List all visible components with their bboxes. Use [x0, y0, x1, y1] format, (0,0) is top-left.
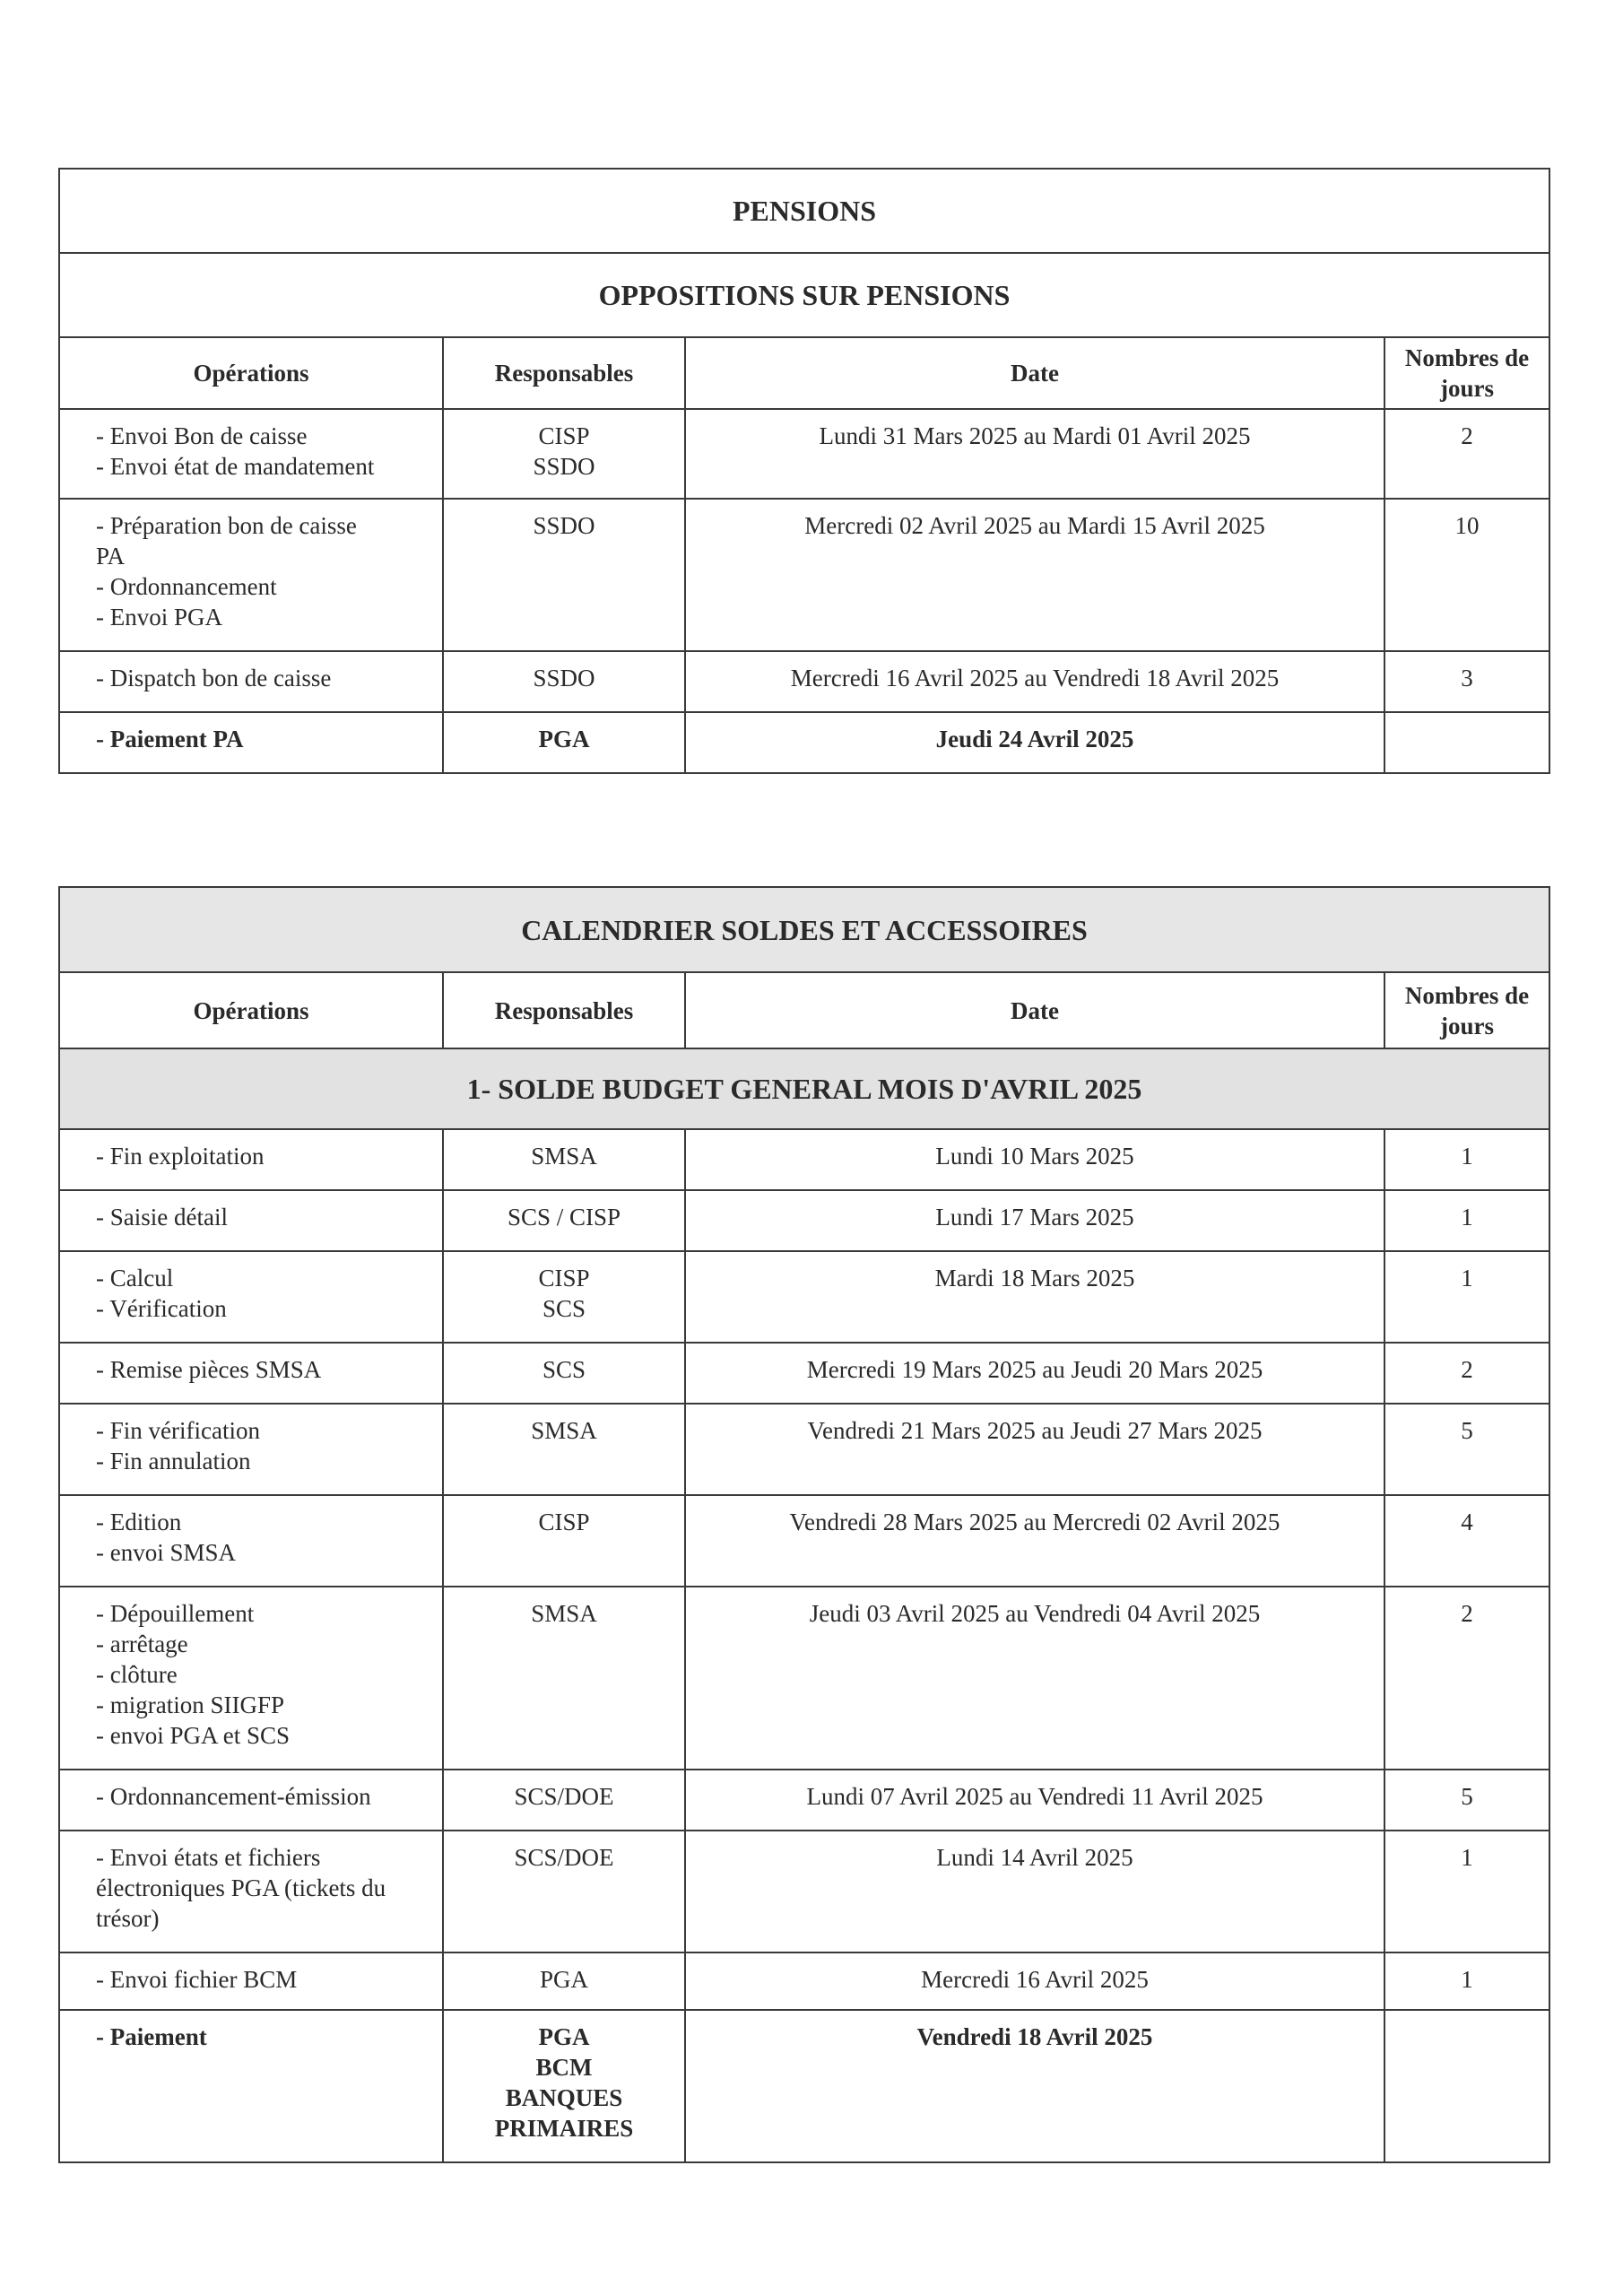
operation-line: - Calcul: [96, 1265, 174, 1292]
responsable-line: SCS/DOE: [514, 1844, 614, 1871]
responsable-line: PGA: [539, 1966, 588, 1993]
operation-line: - Envoi fichier BCM: [96, 1966, 298, 1993]
days-cell: 5: [1384, 1770, 1549, 1831]
operation-line: - Envoi état de mandatement: [96, 453, 375, 480]
operation-line: - Paiement: [96, 2023, 207, 2050]
days-cell: 2: [1384, 1587, 1549, 1770]
responsable-line: SCS / CISP: [507, 1204, 621, 1231]
days-cell: 2: [1384, 409, 1549, 499]
days-cell: 1: [1384, 1831, 1549, 1952]
operation-line: - Edition: [96, 1509, 182, 1535]
table-row: [59, 1587, 1549, 1770]
responsables-cell: [443, 1190, 685, 1251]
operation-line: - Envoi PGA: [96, 604, 222, 631]
header-nombres-de-jours: Nombres de jours: [1384, 972, 1549, 1048]
responsables-cell: [443, 1587, 685, 1770]
table-row: [59, 1251, 1549, 1343]
responsable-line: SCS: [542, 1295, 586, 1322]
operation-line: - Paiement PA: [96, 726, 244, 752]
responsables-cell: [443, 2010, 685, 2162]
operations-cell: [59, 1190, 443, 1251]
table-row: [59, 651, 1549, 712]
operation-line: - arrêtage: [96, 1631, 188, 1657]
date-cell: Lundi 17 Mars 2025: [685, 1190, 1384, 1251]
operation-line: trésor): [96, 1905, 160, 1932]
responsables-cell: [443, 1495, 685, 1587]
operations-cell: [59, 1404, 443, 1495]
table-row: [59, 1190, 1549, 1251]
responsable-line: CISP: [538, 422, 590, 449]
table-row: [59, 1343, 1549, 1404]
responsables-cell: [443, 1952, 685, 2010]
operations-cell: [59, 1952, 443, 2010]
responsables-cell: [443, 1129, 685, 1190]
date-cell: Lundi 31 Mars 2025 au Mardi 01 Avril 2025: [685, 409, 1384, 499]
operation-line: - migration SIIGFP: [96, 1692, 285, 1718]
operation-line: - envoi SMSA: [96, 1539, 237, 1566]
days-cell: 10: [1384, 499, 1549, 651]
table-row: [59, 499, 1549, 651]
responsable-line: CISP: [538, 1509, 590, 1535]
operation-line: électroniques PGA (tickets du: [96, 1874, 386, 1901]
date-cell: Vendredi 18 Avril 2025: [685, 2010, 1384, 2162]
operations-cell: [59, 1831, 443, 1952]
date-cell: Mardi 18 Mars 2025: [685, 1251, 1384, 1343]
responsables-cell: [443, 1251, 685, 1343]
soldes-title: CALENDRIER SOLDES ET ACCESSOIRES: [59, 887, 1549, 972]
responsable-line: SCS/DOE: [514, 1783, 614, 1810]
operation-line: - Remise pièces SMSA: [96, 1356, 322, 1383]
header-operations: Opérations: [59, 337, 443, 409]
date-cell: Vendredi 28 Mars 2025 au Mercredi 02 Avril 2025: [685, 1495, 1384, 1587]
table-row: [59, 409, 1549, 499]
table-row: [59, 2010, 1549, 2162]
date-cell: Mercredi 16 Avril 2025: [685, 1952, 1384, 2010]
operations-cell: [59, 1251, 443, 1343]
table-row: [59, 1831, 1549, 1952]
operations-cell: [59, 2010, 443, 2162]
table-row: [59, 1495, 1549, 1587]
operations-cell: [59, 1770, 443, 1831]
pensions-title: PENSIONS: [59, 169, 1549, 253]
days-cell: 1: [1384, 1952, 1549, 2010]
table-row: [59, 712, 1549, 773]
responsable-line: BANQUES: [505, 2084, 623, 2111]
table-row: [59, 1952, 1549, 2010]
operation-line: - clôture: [96, 1661, 178, 1688]
operation-line: - Fin annulation: [96, 1448, 251, 1474]
responsable-line: SMSA: [531, 1600, 597, 1627]
days-cell: 2: [1384, 1343, 1549, 1404]
responsable-line: SSDO: [533, 453, 595, 480]
date-cell: Lundi 10 Mars 2025: [685, 1129, 1384, 1190]
responsable-line: CISP: [538, 1265, 590, 1292]
responsable-line: SMSA: [531, 1143, 597, 1170]
responsables-cell: [443, 499, 685, 651]
responsables-cell: [443, 712, 685, 773]
responsables-cell: [443, 1343, 685, 1404]
date-cell: Mercredi 19 Mars 2025 au Jeudi 20 Mars 2025: [685, 1343, 1384, 1404]
date-cell: Lundi 14 Avril 2025: [685, 1831, 1384, 1952]
header-operations: Opérations: [59, 972, 443, 1048]
responsables-cell: [443, 1831, 685, 1952]
responsable-line: SMSA: [531, 1417, 597, 1444]
responsables-cell: [443, 409, 685, 499]
table-row: [59, 1770, 1549, 1831]
responsables-cell: [443, 651, 685, 712]
operation-line: - Vérification: [96, 1295, 227, 1322]
date-cell: Lundi 07 Avril 2025 au Vendredi 11 Avril 2025: [685, 1770, 1384, 1831]
operation-line: - Fin exploitation: [96, 1143, 265, 1170]
operation-line: - Fin vérification: [96, 1417, 260, 1444]
responsable-line: BCM: [535, 2054, 593, 2081]
table-row: [59, 1404, 1549, 1495]
soldes-table: [58, 886, 1550, 2163]
operation-line: PA: [96, 543, 126, 570]
responsables-cell: [443, 1404, 685, 1495]
days-cell: 1: [1384, 1190, 1549, 1251]
operations-cell: [59, 499, 443, 651]
responsable-line: PRIMAIRES: [494, 2115, 634, 2142]
responsables-cell: [443, 1770, 685, 1831]
days-cell: [1384, 2010, 1549, 2162]
date-cell: Jeudi 03 Avril 2025 au Vendredi 04 Avril 2025: [685, 1587, 1384, 1770]
date-cell: Jeudi 24 Avril 2025: [685, 712, 1384, 773]
days-cell: 3: [1384, 651, 1549, 712]
operations-cell: [59, 1343, 443, 1404]
operations-cell: [59, 1587, 443, 1770]
header-responsables: Responsables: [443, 972, 685, 1048]
responsable-line: PGA: [538, 726, 590, 752]
operations-cell: [59, 1495, 443, 1587]
operations-cell: [59, 1129, 443, 1190]
operations-cell: [59, 651, 443, 712]
date-cell: Mercredi 16 Avril 2025 au Vendredi 18 Avril 2025: [685, 651, 1384, 712]
header-nombres-de-jours: Nombres de jours: [1384, 337, 1549, 409]
operation-line: - Dépouillement: [96, 1600, 255, 1627]
days-cell: 5: [1384, 1404, 1549, 1495]
pensions-subtitle: OPPOSITIONS SUR PENSIONS: [59, 253, 1549, 337]
operation-line: - Ordonnancement-émission: [96, 1783, 371, 1810]
header-date: Date: [685, 972, 1384, 1048]
operations-cell: [59, 712, 443, 773]
operation-line: - envoi PGA et SCS: [96, 1722, 291, 1749]
operation-line: - Envoi états et fichiers: [96, 1844, 321, 1871]
operation-line: - Ordonnancement: [96, 573, 277, 600]
days-cell: 4: [1384, 1495, 1549, 1587]
responsable-line: SSDO: [533, 665, 595, 691]
responsable-line: SSDO: [533, 512, 595, 539]
section-title: 1- SOLDE BUDGET GENERAL MOIS D'AVRIL 2025: [59, 1048, 1549, 1129]
days-cell: [1384, 712, 1549, 773]
table-row: [59, 1129, 1549, 1190]
header-date: Date: [685, 337, 1384, 409]
date-cell: Vendredi 21 Mars 2025 au Jeudi 27 Mars 2025: [685, 1404, 1384, 1495]
header-responsables: Responsables: [443, 337, 685, 409]
operation-line: - Envoi Bon de caisse: [96, 422, 308, 449]
operations-cell: [59, 409, 443, 499]
days-cell: 1: [1384, 1251, 1549, 1343]
operation-line: - Préparation bon de caisse: [96, 512, 357, 539]
operation-line: - Dispatch bon de caisse: [96, 665, 332, 691]
date-cell: Mercredi 02 Avril 2025 au Mardi 15 Avril 2025: [685, 499, 1384, 651]
days-cell: 1: [1384, 1129, 1549, 1190]
responsable-line: SCS: [542, 1356, 586, 1383]
pensions-table: [58, 168, 1550, 774]
responsable-line: PGA: [538, 2023, 590, 2050]
operation-line: - Saisie détail: [96, 1204, 228, 1231]
